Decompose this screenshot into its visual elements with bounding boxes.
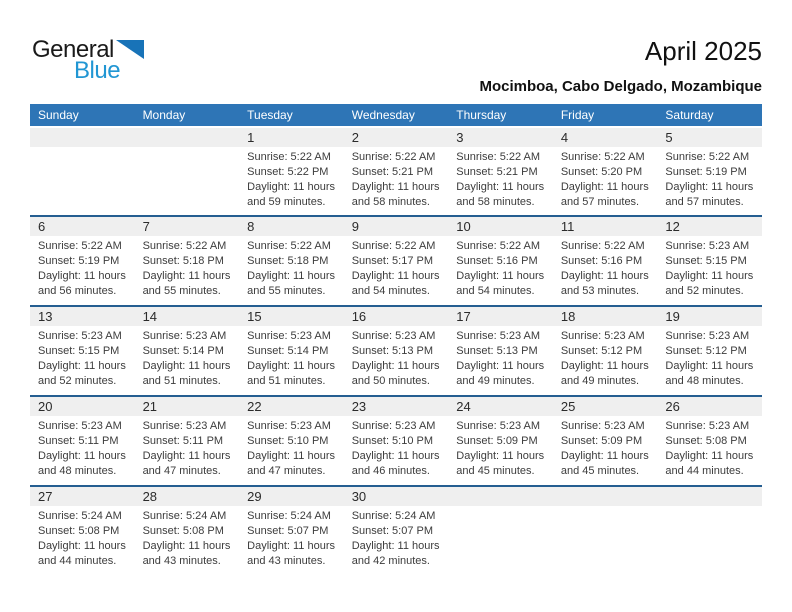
day-cell — [135, 397, 240, 485]
day-cell — [135, 217, 240, 305]
day-number-band — [344, 217, 449, 236]
detail-line: and 54 minutes. — [351, 285, 430, 297]
detail-line: Daylight: 11 hours — [142, 540, 231, 552]
detail-line: and 44 minutes. — [665, 465, 744, 477]
day-number-band — [657, 128, 762, 147]
detail-line: Sunrise: 5:23 AM — [560, 420, 645, 432]
day-number-band — [239, 397, 344, 416]
detail-line: Daylight: 11 hours — [247, 181, 335, 193]
day-number: 22 — [247, 399, 262, 414]
day-number-band — [448, 487, 553, 506]
day-details — [239, 326, 344, 389]
weekday-tuesday: Tuesday — [247, 108, 293, 122]
detail-line: and 44 minutes. — [38, 555, 117, 567]
day-details — [448, 236, 553, 299]
detail-line: Sunrise: 5:23 AM — [351, 420, 436, 432]
day-number: 1 — [247, 130, 255, 145]
detail-line: Daylight: 11 hours — [351, 360, 440, 372]
day-number: 24 — [456, 399, 471, 414]
detail-line: and 48 minutes. — [38, 465, 117, 477]
detail-line: Sunset: 5:12 PM — [665, 345, 747, 357]
detail-line: Sunset: 5:13 PM — [456, 345, 538, 357]
day-details — [657, 236, 762, 299]
day-details — [553, 147, 658, 210]
detail-line: Sunset: 5:07 PM — [247, 525, 329, 537]
day-number-band — [553, 217, 658, 236]
day-number: 15 — [247, 309, 262, 324]
day-number-band — [30, 397, 135, 416]
detail-line: Sunset: 5:19 PM — [665, 166, 747, 178]
day-number: 17 — [456, 309, 471, 324]
detail-line: Sunrise: 5:22 AM — [456, 240, 541, 252]
day-number: 26 — [665, 399, 680, 414]
day-cell — [239, 128, 344, 215]
detail-line: Sunrise: 5:23 AM — [142, 420, 227, 432]
day-cell — [553, 397, 658, 485]
detail-line: and 52 minutes. — [38, 375, 117, 387]
day-cell — [448, 128, 553, 215]
detail-line: and 56 minutes. — [38, 285, 117, 297]
day-number-band — [448, 307, 553, 326]
detail-line: Sunset: 5:10 PM — [247, 435, 329, 447]
detail-line: Sunrise: 5:22 AM — [560, 151, 645, 163]
day-details — [553, 416, 658, 479]
day-details — [239, 416, 344, 479]
day-number: 20 — [38, 399, 53, 414]
detail-line: Daylight: 11 hours — [665, 450, 754, 462]
day-number-band — [30, 307, 135, 326]
detail-line: Sunset: 5:14 PM — [142, 345, 224, 357]
detail-line: Sunrise: 5:24 AM — [142, 510, 227, 522]
empty-day-cell — [135, 128, 240, 215]
day-number: 19 — [665, 309, 680, 324]
day-details — [135, 326, 240, 389]
empty-day-cell — [553, 487, 658, 575]
day-details — [448, 147, 553, 210]
day-number: 28 — [142, 489, 158, 504]
detail-line: Sunrise: 5:24 AM — [38, 510, 122, 522]
detail-line: and 57 minutes. — [560, 196, 640, 208]
detail-line: Sunset: 5:09 PM — [560, 435, 643, 447]
day-number: 23 — [351, 399, 367, 414]
day-number-band — [553, 128, 658, 147]
week-row — [30, 305, 762, 395]
day-cell — [344, 397, 449, 485]
day-details — [448, 326, 553, 389]
day-details — [344, 416, 449, 479]
calendar-grid — [30, 128, 762, 575]
day-details — [344, 506, 449, 569]
detail-line: Sunrise: 5:22 AM — [560, 240, 645, 252]
detail-line: and 58 minutes. — [456, 196, 535, 208]
day-number: 5 — [665, 130, 673, 145]
detail-line: Sunset: 5:21 PM — [456, 166, 538, 178]
day-cell — [239, 217, 344, 305]
day-number: 12 — [665, 219, 680, 234]
detail-line: Sunset: 5:13 PM — [351, 345, 434, 357]
detail-line: Sunrise: 5:22 AM — [142, 240, 227, 252]
detail-line: Sunset: 5:07 PM — [351, 525, 434, 537]
day-number-band — [657, 307, 762, 326]
detail-line: Sunrise: 5:23 AM — [456, 330, 541, 342]
detail-line: and 51 minutes. — [247, 375, 326, 387]
day-cell — [657, 217, 762, 305]
detail-line: Daylight: 11 hours — [142, 450, 231, 462]
detail-line: Sunset: 5:08 PM — [665, 435, 747, 447]
detail-line: Sunrise: 5:23 AM — [247, 330, 331, 342]
day-number: 30 — [351, 489, 367, 504]
page-subtitle: Mocimboa, Cabo Delgado, Mozambique — [479, 78, 762, 95]
detail-line: Sunset: 5:15 PM — [38, 345, 120, 357]
detail-line: Sunset: 5:22 PM — [247, 166, 329, 178]
day-details — [239, 506, 344, 569]
empty-day-cell — [30, 128, 135, 215]
detail-line: Sunset: 5:20 PM — [560, 166, 643, 178]
day-cell — [30, 487, 135, 575]
detail-line: Daylight: 11 hours — [247, 540, 335, 552]
detail-line: Sunrise: 5:24 AM — [247, 510, 331, 522]
detail-line: Sunrise: 5:23 AM — [38, 420, 122, 432]
detail-line: Sunset: 5:21 PM — [351, 166, 434, 178]
day-cell — [553, 307, 658, 395]
detail-line: Daylight: 11 hours — [247, 360, 335, 372]
detail-line: Sunset: 5:12 PM — [560, 345, 643, 357]
detail-line: and 50 minutes. — [351, 375, 430, 387]
day-number-band — [239, 128, 344, 147]
day-number: 14 — [142, 309, 158, 324]
detail-line: Sunrise: 5:24 AM — [351, 510, 436, 522]
day-cell — [553, 128, 658, 215]
detail-line: and 55 minutes. — [247, 285, 326, 297]
detail-line: Sunset: 5:16 PM — [456, 255, 538, 267]
detail-line: Sunrise: 5:23 AM — [665, 240, 750, 252]
detail-line: Sunrise: 5:22 AM — [665, 151, 750, 163]
detail-line: and 48 minutes. — [665, 375, 744, 387]
page-title: April 2025 — [644, 36, 762, 66]
day-number: 18 — [560, 309, 576, 324]
day-number-band — [448, 397, 553, 416]
detail-line: Daylight: 11 hours — [247, 270, 335, 282]
day-details — [30, 147, 135, 150]
detail-line: and 47 minutes. — [142, 465, 221, 477]
detail-line: Sunset: 5:11 PM — [142, 435, 224, 447]
calendar — [30, 104, 762, 575]
day-number: 21 — [142, 399, 158, 414]
day-details — [135, 416, 240, 479]
week-row — [30, 128, 762, 215]
day-number-band — [657, 397, 762, 416]
day-number-band — [239, 487, 344, 506]
day-number-band — [657, 217, 762, 236]
detail-line: and 58 minutes. — [351, 196, 430, 208]
detail-line: and 45 minutes. — [560, 465, 640, 477]
day-cell — [344, 487, 449, 575]
day-details — [239, 147, 344, 210]
detail-line: Sunrise: 5:22 AM — [247, 151, 331, 163]
day-cell — [30, 217, 135, 305]
detail-line: Sunrise: 5:23 AM — [142, 330, 227, 342]
day-cell — [135, 307, 240, 395]
day-number: 3 — [456, 130, 464, 145]
empty-day-cell — [448, 487, 553, 575]
logo-text-blue: Blue — [74, 57, 121, 84]
detail-line: Sunset: 5:17 PM — [351, 255, 434, 267]
detail-line: and 55 minutes. — [142, 285, 221, 297]
day-cell — [239, 307, 344, 395]
day-number: 29 — [247, 489, 262, 504]
detail-line: Daylight: 11 hours — [351, 181, 440, 193]
day-number-band — [657, 487, 762, 506]
detail-line: Sunrise: 5:22 AM — [351, 240, 436, 252]
weekday-friday: Friday — [560, 108, 595, 122]
day-number-band — [344, 397, 449, 416]
detail-line: Sunset: 5:15 PM — [665, 255, 747, 267]
detail-line: Sunset: 5:16 PM — [560, 255, 643, 267]
day-cell — [448, 397, 553, 485]
day-number-band — [239, 217, 344, 236]
day-number: 10 — [456, 219, 471, 234]
day-details — [344, 147, 449, 210]
detail-line: Daylight: 11 hours — [665, 270, 754, 282]
detail-line: Sunset: 5:08 PM — [142, 525, 224, 537]
week-row — [30, 485, 762, 575]
logo-text-general: General — [32, 36, 114, 63]
detail-line: Sunrise: 5:23 AM — [456, 420, 541, 432]
day-number-band — [344, 307, 449, 326]
detail-line: and 51 minutes. — [142, 375, 221, 387]
day-number: 7 — [142, 219, 150, 234]
day-number-band — [135, 128, 240, 147]
detail-line: and 59 minutes. — [247, 196, 326, 208]
day-details — [135, 236, 240, 299]
day-details — [30, 416, 135, 479]
day-number-band — [553, 487, 658, 506]
detail-line: Sunset: 5:19 PM — [38, 255, 120, 267]
day-number-band — [30, 487, 135, 506]
detail-line: and 54 minutes. — [456, 285, 535, 297]
detail-line: Sunrise: 5:22 AM — [247, 240, 331, 252]
weekday-header-row — [30, 104, 762, 126]
detail-line: Daylight: 11 hours — [665, 360, 754, 372]
day-details — [344, 326, 449, 389]
day-cell — [657, 128, 762, 215]
day-details — [448, 506, 553, 509]
week-row — [30, 215, 762, 305]
detail-line: Daylight: 11 hours — [560, 450, 649, 462]
week-row — [30, 395, 762, 485]
day-cell — [239, 397, 344, 485]
detail-line: Sunrise: 5:22 AM — [456, 151, 541, 163]
detail-line: Daylight: 11 hours — [665, 181, 754, 193]
day-details — [135, 506, 240, 569]
detail-line: Sunset: 5:14 PM — [247, 345, 329, 357]
detail-line: Daylight: 11 hours — [456, 360, 545, 372]
general-blue-logo — [32, 38, 144, 83]
detail-line: and 52 minutes. — [665, 285, 744, 297]
weekday-sunday: Sunday — [38, 108, 79, 122]
detail-line: Sunrise: 5:23 AM — [351, 330, 436, 342]
day-cell — [448, 307, 553, 395]
day-details — [657, 506, 762, 509]
detail-line: Sunrise: 5:22 AM — [351, 151, 436, 163]
day-number-band — [30, 128, 135, 147]
weekday-wednesday: Wednesday — [351, 108, 415, 122]
detail-line: and 43 minutes. — [247, 555, 326, 567]
day-number: 4 — [560, 130, 569, 145]
detail-line: Daylight: 11 hours — [38, 540, 126, 552]
day-details — [135, 147, 240, 150]
day-number: 16 — [351, 309, 367, 324]
day-number: 27 — [38, 489, 53, 504]
detail-line: Sunrise: 5:23 AM — [665, 420, 750, 432]
detail-line: Daylight: 11 hours — [247, 450, 335, 462]
day-details — [448, 416, 553, 479]
day-number: 9 — [351, 219, 359, 234]
detail-line: Daylight: 11 hours — [351, 270, 440, 282]
day-cell — [135, 487, 240, 575]
detail-line: Sunrise: 5:23 AM — [665, 330, 750, 342]
day-cell — [344, 307, 449, 395]
detail-line: Daylight: 11 hours — [456, 270, 545, 282]
day-number: 13 — [38, 309, 53, 324]
day-number-band — [135, 217, 240, 236]
detail-line: Daylight: 11 hours — [560, 181, 649, 193]
day-cell — [657, 307, 762, 395]
day-cell — [553, 217, 658, 305]
weekday-thursday: Thursday — [456, 108, 507, 122]
day-number-band — [135, 307, 240, 326]
day-cell — [239, 487, 344, 575]
day-number-band — [135, 397, 240, 416]
day-details — [553, 506, 658, 509]
detail-line: and 47 minutes. — [247, 465, 326, 477]
detail-line: and 46 minutes. — [351, 465, 430, 477]
day-number-band — [30, 217, 135, 236]
day-cell — [344, 217, 449, 305]
detail-line: Daylight: 11 hours — [351, 540, 440, 552]
detail-line: and 43 minutes. — [142, 555, 221, 567]
detail-line: and 42 minutes. — [351, 555, 430, 567]
day-number: 25 — [560, 399, 576, 414]
day-number-band — [553, 307, 658, 326]
day-number-band — [553, 397, 658, 416]
detail-line: Sunrise: 5:23 AM — [247, 420, 331, 432]
day-cell — [30, 307, 135, 395]
detail-line: Daylight: 11 hours — [456, 181, 545, 193]
day-number-band — [448, 217, 553, 236]
detail-line: Daylight: 11 hours — [38, 270, 126, 282]
detail-line: Sunrise: 5:22 AM — [38, 240, 122, 252]
detail-line: Sunset: 5:10 PM — [351, 435, 434, 447]
weekday-monday: Monday — [142, 108, 186, 122]
day-details — [239, 236, 344, 299]
detail-line: Sunrise: 5:23 AM — [38, 330, 122, 342]
empty-day-cell — [657, 487, 762, 575]
day-number: 8 — [247, 219, 255, 234]
day-details — [553, 236, 658, 299]
detail-line: and 57 minutes. — [665, 196, 744, 208]
day-details — [30, 236, 135, 299]
detail-line: Sunset: 5:11 PM — [38, 435, 119, 447]
detail-line: Daylight: 11 hours — [142, 270, 231, 282]
day-number: 11 — [560, 219, 575, 234]
day-cell — [30, 397, 135, 485]
detail-line: and 49 minutes. — [456, 375, 535, 387]
detail-line: Sunset: 5:08 PM — [38, 525, 120, 537]
day-details — [30, 506, 135, 569]
day-details — [30, 326, 135, 389]
day-details — [553, 326, 658, 389]
day-details — [657, 416, 762, 479]
detail-line: Sunset: 5:09 PM — [456, 435, 538, 447]
day-number-band — [344, 128, 449, 147]
detail-line: Daylight: 11 hours — [456, 450, 545, 462]
detail-line: Sunset: 5:18 PM — [247, 255, 329, 267]
day-number: 6 — [38, 219, 46, 234]
day-number-band — [448, 128, 553, 147]
day-cell — [657, 397, 762, 485]
day-details — [657, 326, 762, 389]
detail-line: and 49 minutes. — [560, 375, 640, 387]
triangle-flag-icon — [116, 40, 144, 63]
weekday-saturday: Saturday — [665, 108, 714, 122]
detail-line: Daylight: 11 hours — [38, 360, 126, 372]
day-details — [344, 236, 449, 299]
day-number-band — [344, 487, 449, 506]
detail-line: Sunset: 5:18 PM — [142, 255, 224, 267]
day-cell — [448, 217, 553, 305]
detail-line: Daylight: 11 hours — [142, 360, 231, 372]
detail-line: Daylight: 11 hours — [38, 450, 126, 462]
detail-line: Daylight: 11 hours — [560, 270, 649, 282]
detail-line: Daylight: 11 hours — [351, 450, 440, 462]
detail-line: Sunrise: 5:23 AM — [560, 330, 645, 342]
day-number-band — [239, 307, 344, 326]
detail-line: and 45 minutes. — [456, 465, 535, 477]
day-details — [657, 147, 762, 210]
day-number: 2 — [351, 130, 359, 145]
day-cell — [344, 128, 449, 215]
detail-line: and 53 minutes. — [560, 285, 640, 297]
day-number-band — [135, 487, 240, 506]
detail-line: Daylight: 11 hours — [560, 360, 649, 372]
